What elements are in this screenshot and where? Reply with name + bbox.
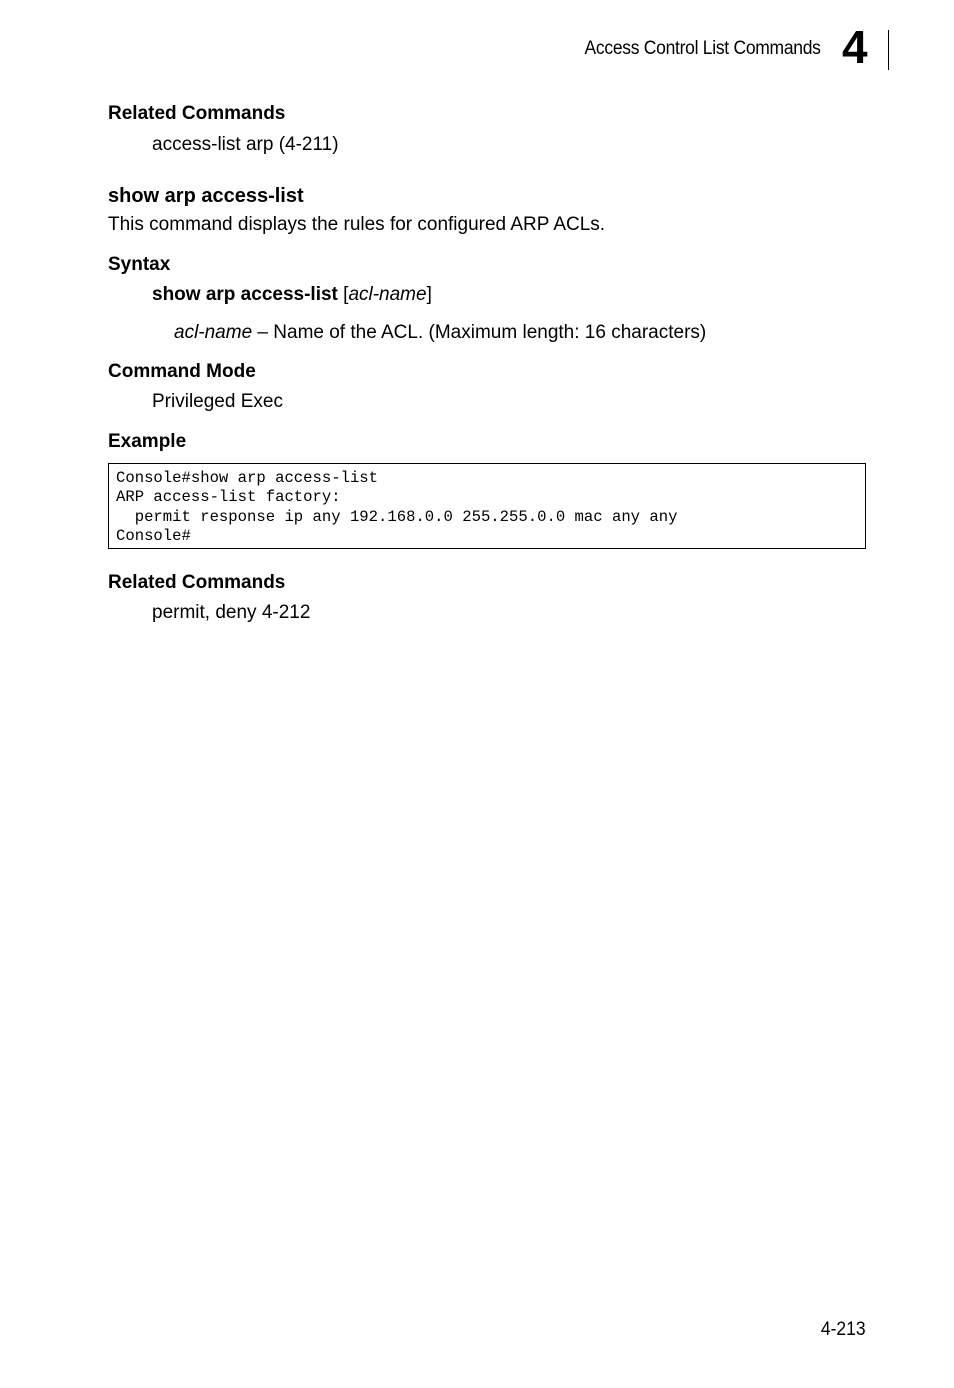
- command-title: show arp access-list: [108, 185, 304, 207]
- command-mode-value: Privileged Exec: [152, 391, 283, 412]
- syntax-command: show arp access-list: [152, 284, 338, 305]
- example-heading: Example: [108, 431, 187, 452]
- syntax-parameter: acl-name: [348, 284, 427, 305]
- syntax-heading: Syntax: [108, 254, 171, 275]
- syntax-open-bracket: [: [337, 284, 349, 305]
- code-line: ARP access-list factory:: [116, 488, 341, 507]
- chapter-number: 4: [842, 21, 868, 73]
- command-description: This command displays the rules for configured ARP ACLs.: [108, 214, 606, 235]
- running-header-title: Access Control List Commands: [584, 38, 821, 59]
- syntax-close-bracket: ]: [426, 284, 432, 305]
- related-commands-heading: Related Commands: [108, 572, 286, 593]
- code-line: Console#: [116, 527, 191, 546]
- example-code-box: [108, 463, 866, 549]
- related-command-item: permit, deny 4-212: [152, 602, 311, 623]
- parameter-name: acl-name: [174, 322, 253, 343]
- command-mode-heading: Command Mode: [108, 361, 256, 382]
- parameter-text: – Name of the ACL. (Maximum length: 16 characters): [252, 322, 707, 343]
- parameter-description: [174, 322, 706, 344]
- code-line: Console#show arp access-list: [116, 469, 379, 487]
- related-command-item: access-list arp (4-211): [152, 134, 339, 155]
- chapter-tab: [842, 21, 889, 73]
- syntax-line: [152, 284, 432, 306]
- code-line: permit response ip any 192.168.0.0 255.255.0.0 mac any any: [116, 507, 678, 526]
- related-commands-heading: Related Commands: [108, 103, 286, 124]
- page-number: 4-213: [821, 1319, 866, 1340]
